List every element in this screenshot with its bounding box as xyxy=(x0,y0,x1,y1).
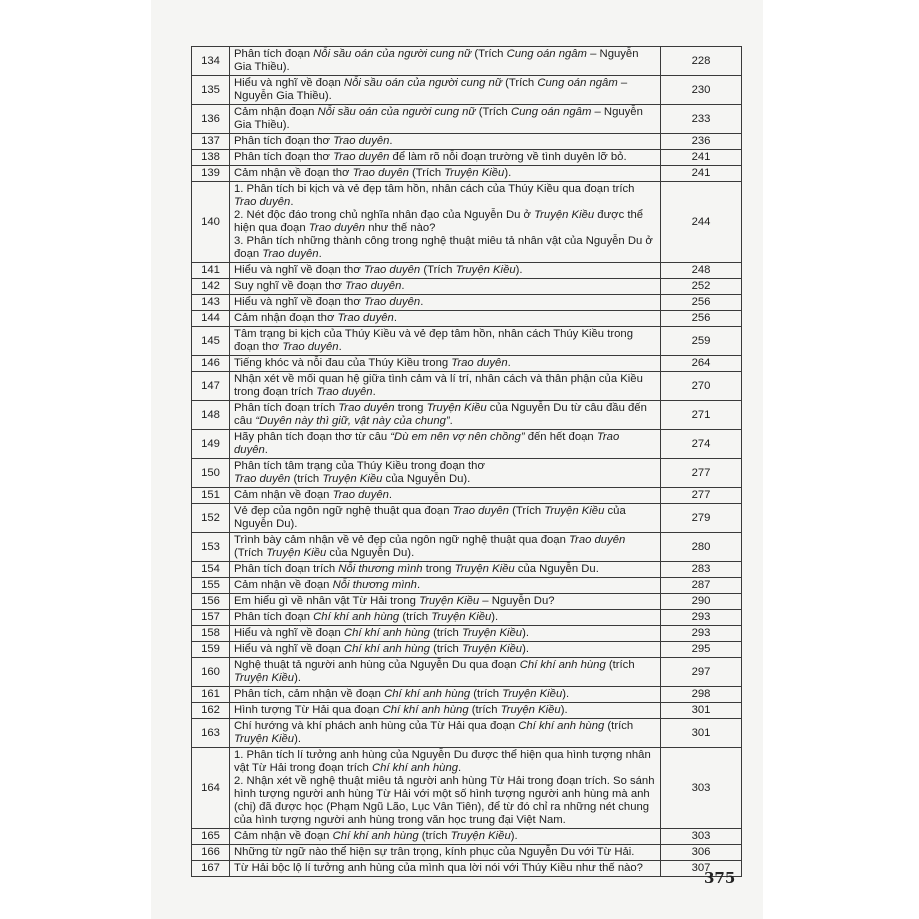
title-text: Phân tích đoạn trích xyxy=(234,563,339,575)
toc-entry-number: 146 xyxy=(192,356,230,372)
title-italic-text: Trao duyên xyxy=(333,135,390,147)
toc-row xyxy=(192,861,742,877)
toc-entry-title xyxy=(230,401,661,430)
title-text: Vẻ đẹp của ngôn ngữ nghệ thuật qua đoạn xyxy=(234,505,453,517)
title-text: Cảm nhận về đoạn xyxy=(234,830,333,842)
toc-entry-number: 165 xyxy=(192,829,230,845)
toc-entry-page: 248 xyxy=(661,263,742,279)
toc-row xyxy=(192,658,742,687)
toc-entry-page: 280 xyxy=(661,533,742,562)
title-text: (trích xyxy=(418,830,451,842)
title-italic-text: Truyện Kiều xyxy=(234,733,295,745)
title-text: Suy nghĩ về đoạn thơ xyxy=(234,280,346,292)
toc-entry-page: 259 xyxy=(661,327,742,356)
toc-entry-number: 163 xyxy=(192,719,230,748)
toc-entry-number: 166 xyxy=(192,845,230,861)
title-italic-text: Chí khí anh hùng xyxy=(343,643,430,655)
toc-row xyxy=(192,279,742,295)
title-text: (trích xyxy=(470,688,503,700)
title-text: . xyxy=(264,444,268,456)
toc-row xyxy=(192,687,742,703)
title-text: Từ Hải bộc lộ lí tưởng anh hùng của mình qua lời nói với Thúy Kiều như thế nào? xyxy=(234,862,643,874)
toc-entry-title xyxy=(230,372,661,401)
toc-entry-page: 277 xyxy=(661,488,742,504)
title-text: – Nguyễn Gia Thiều). xyxy=(234,77,628,102)
title-text: (trích xyxy=(399,611,432,623)
toc-entry-title xyxy=(230,642,661,658)
toc-entry-title xyxy=(230,150,661,166)
toc-entry-title xyxy=(230,504,661,533)
title-text: . xyxy=(458,762,462,774)
title-text: ). xyxy=(562,688,570,700)
toc-row xyxy=(192,610,742,626)
title-italic-text: Cung oán ngâm xyxy=(537,77,618,89)
title-text: Tiếng khóc và nỗi đau của Thúy Kiều trong xyxy=(234,357,452,369)
title-italic-text: Chí khí anh hùng xyxy=(384,688,471,700)
toc-row xyxy=(192,488,742,504)
title-italic-text: Nỗi sầu oán của người cung nữ xyxy=(317,106,476,118)
title-text: ). xyxy=(560,704,568,716)
title-text: Hiểu và nghĩ về đoạn xyxy=(234,643,344,655)
toc-row xyxy=(192,150,742,166)
title-text: Cảm nhận đoạn xyxy=(234,106,318,118)
toc-entry-number: 147 xyxy=(192,372,230,401)
toc-entry-number: 144 xyxy=(192,311,230,327)
title-text: (trích xyxy=(605,659,635,671)
title-text: – Nguyễn Gia Thiều). xyxy=(234,48,639,73)
toc-entry-number: 149 xyxy=(192,430,230,459)
title-text: trong xyxy=(394,402,427,414)
toc-entry-number: 150 xyxy=(192,459,230,488)
title-text: . xyxy=(318,248,322,260)
title-italic-text: Truyện Kiều xyxy=(419,595,480,607)
toc-entry-number: 162 xyxy=(192,703,230,719)
title-italic-text: Chí khí anh hùng xyxy=(518,720,605,732)
title-text: ). xyxy=(522,627,529,639)
toc-entry-number: 159 xyxy=(192,642,230,658)
title-text: Cảm nhận về đoạn xyxy=(234,579,333,591)
title-text: (Trích xyxy=(475,106,511,118)
title-text: của Nguyễn Du). xyxy=(234,505,626,530)
title-text: . xyxy=(507,357,511,369)
title-italic-text: Trao duyên xyxy=(363,296,421,308)
title-text: Cảm nhận đoạn thơ xyxy=(234,312,338,324)
toc-entry-page: 264 xyxy=(661,356,742,372)
title-text: 1. Phân tích lí tưởng anh hùng của Nguyễn Du được thể hiện qua hình tượng nhân vật Từ Hải trong đoạn trích xyxy=(234,749,651,774)
toc-entry-number: 148 xyxy=(192,401,230,430)
toc-entry-title xyxy=(230,166,661,182)
title-italic-text: Nỗi sầu oán của người cung nữ xyxy=(313,48,472,60)
title-text: trong xyxy=(422,563,455,575)
title-italic-text: Trao duyên xyxy=(338,402,395,414)
title-italic-text: Truyện Kiều xyxy=(266,547,327,559)
title-text: của Nguyễn Du). xyxy=(382,473,471,485)
toc-body xyxy=(192,47,742,877)
toc-entry-title xyxy=(230,459,661,488)
title-text: (trích xyxy=(429,627,462,639)
toc-entry-title xyxy=(230,182,661,263)
title-italic-text: Truyện Kiều xyxy=(426,402,487,414)
title-italic-text: Truyện Kiều xyxy=(500,704,561,716)
title-italic-text: Truyện Kiều xyxy=(234,672,295,684)
title-text: ). xyxy=(504,167,512,179)
title-italic-text: “Duyên này thì giữ, vật này của chung” xyxy=(255,415,450,427)
title-text: Hiểu và nghĩ về đoạn xyxy=(234,627,344,639)
toc-entry-title xyxy=(230,703,661,719)
toc-entry-title xyxy=(230,578,661,594)
title-italic-text: Trao duyên xyxy=(452,505,509,517)
title-italic-text: Trao duyên xyxy=(363,264,421,276)
toc-row xyxy=(192,459,742,488)
title-text: của Nguyễn Du. xyxy=(514,563,599,575)
toc-entry-title xyxy=(230,594,661,610)
toc-entry-title xyxy=(230,76,661,105)
title-italic-text: Truyện Kiều xyxy=(502,688,563,700)
toc-entry-number: 137 xyxy=(192,134,230,150)
title-text: . xyxy=(401,280,405,292)
title-text: (Trích xyxy=(471,48,507,60)
toc-entry-page: 233 xyxy=(661,105,742,134)
title-text: . xyxy=(393,312,397,324)
toc-entry-title xyxy=(230,829,661,845)
title-text: . xyxy=(372,386,376,398)
toc-entry-number: 164 xyxy=(192,748,230,829)
toc-entry-page: 301 xyxy=(661,703,742,719)
title-italic-text: Nỗi sầu oán của người cung nữ xyxy=(343,77,502,89)
title-text: Trình bày cảm nhận về vẻ đẹp của ngôn ngữ nghệ thuật qua đoạn xyxy=(234,534,569,546)
title-text: đến hết đoạn xyxy=(524,431,597,443)
toc-entry-title xyxy=(230,533,661,562)
title-text: Phân tích đoạn thơ xyxy=(234,135,334,147)
title-text: . xyxy=(420,296,424,308)
title-italic-text: Truyện Kiều xyxy=(461,627,523,639)
toc-entry-title xyxy=(230,295,661,311)
toc-entry-title xyxy=(230,327,661,356)
title-text: Hãy phân tích đoạn thơ từ câu xyxy=(234,431,391,443)
book-page xyxy=(151,0,763,919)
title-text: như thế nào? xyxy=(365,222,436,234)
toc-entry-number: 155 xyxy=(192,578,230,594)
toc-entry-page: 271 xyxy=(661,401,742,430)
title-italic-text: Nỗi thương mình xyxy=(338,563,423,575)
title-text: Phân tích tâm trạng của Thúy Kiều trong đoạn thơ xyxy=(234,460,485,472)
toc-entry-page: 306 xyxy=(661,845,742,861)
title-text: Phân tích đoạn xyxy=(234,611,314,623)
toc-entry-title xyxy=(230,861,661,877)
title-text: ). xyxy=(294,672,301,684)
toc-entry-title xyxy=(230,105,661,134)
toc-entry-page: 256 xyxy=(661,295,742,311)
title-text: Hiểu và nghĩ về đoạn xyxy=(234,77,344,89)
title-text: . xyxy=(389,135,393,147)
title-text: Hiểu và nghĩ về đoạn thơ xyxy=(234,264,364,276)
title-text: . xyxy=(388,489,393,501)
toc-entry-title xyxy=(230,658,661,687)
toc-entry-title xyxy=(230,719,661,748)
table-of-contents xyxy=(191,46,742,877)
toc-row xyxy=(192,356,742,372)
title-italic-text: Truyện Kiều xyxy=(461,643,523,655)
toc-entry-title xyxy=(230,263,661,279)
toc-row xyxy=(192,626,742,642)
toc-row xyxy=(192,845,742,861)
toc-entry-number: 156 xyxy=(192,594,230,610)
toc-entry-number: 141 xyxy=(192,263,230,279)
toc-row xyxy=(192,578,742,594)
toc-entry-page: 307 xyxy=(661,861,742,877)
toc-entry-page: 270 xyxy=(661,372,742,401)
title-italic-text: Chí khí anh hùng xyxy=(382,704,469,716)
toc-entry-page: 277 xyxy=(661,459,742,488)
title-text: để làm rõ nỗi đoạn trường về tình duyên lỡ bỏ. xyxy=(389,151,627,163)
toc-entry-page: 274 xyxy=(661,430,742,459)
toc-entry-number: 160 xyxy=(192,658,230,687)
title-italic-text: Trao duyên xyxy=(333,151,390,163)
toc-entry-page: 295 xyxy=(661,642,742,658)
toc-entry-number: 151 xyxy=(192,488,230,504)
title-text: Nghệ thuật tả người anh hùng của Nguyễn Du qua đoạn xyxy=(234,659,520,671)
toc-entry-number: 167 xyxy=(192,861,230,877)
toc-row xyxy=(192,327,742,356)
toc-entry-page: 303 xyxy=(661,748,742,829)
title-text: – Nguyễn Gia Thiều). xyxy=(234,106,643,131)
toc-entry-page: 293 xyxy=(661,610,742,626)
title-text: 2. Nét độc đáo trong chủ nghĩa nhân đạo của Nguyễn Du ở xyxy=(234,209,535,221)
toc-entry-title xyxy=(230,279,661,295)
title-italic-text: Cung oán ngâm xyxy=(510,106,592,118)
title-italic-text: Chí khí anh hùng xyxy=(343,627,430,639)
toc-entry-page: 230 xyxy=(661,76,742,105)
toc-entry-page: 303 xyxy=(661,829,742,845)
title-italic-text: Chí khí anh hùng xyxy=(519,659,606,671)
toc-entry-page: 287 xyxy=(661,578,742,594)
toc-entry-page: 290 xyxy=(661,594,742,610)
title-text: của Nguyễn Du từ câu đầu đến câu xyxy=(234,402,647,427)
toc-entry-number: 154 xyxy=(192,562,230,578)
title-italic-text: Truyện Kiều xyxy=(454,563,515,575)
toc-row xyxy=(192,594,742,610)
toc-entry-page: 228 xyxy=(661,47,742,76)
toc-entry-title xyxy=(230,562,661,578)
title-italic-text: Truyện Kiều xyxy=(544,505,605,517)
title-italic-text: Truyện Kiều xyxy=(534,209,595,221)
title-text: Những từ ngữ nào thể hiện sự trân trọng, kính phục của Nguyễn Du với Từ Hải. xyxy=(234,846,635,858)
toc-entry-number: 139 xyxy=(192,166,230,182)
toc-entry-number: 138 xyxy=(192,150,230,166)
toc-row xyxy=(192,295,742,311)
title-text: Phân tích đoạn xyxy=(234,48,314,60)
title-text: 3. Phân tích những thành công trong nghệ thuật miêu tả nhân vật của Nguyễn Du ở đoạn xyxy=(234,235,653,260)
toc-entry-page: 279 xyxy=(661,504,742,533)
title-italic-text: Trao duyên xyxy=(234,473,291,485)
title-text: (Trích xyxy=(502,77,538,89)
toc-entry-number: 158 xyxy=(192,626,230,642)
title-text: Cảm nhận về đoạn thơ xyxy=(234,167,353,179)
toc-entry-page: 298 xyxy=(661,687,742,703)
toc-entry-page: 236 xyxy=(661,134,742,150)
toc-entry-number: 161 xyxy=(192,687,230,703)
toc-entry-number: 145 xyxy=(192,327,230,356)
toc-row xyxy=(192,166,742,182)
title-text: 2. Nhận xét về nghệ thuật miêu tả người anh hùng Từ Hải trong đoạn trích. So sánh hình tượng người anh hùng Từ Hải với một số hình tượng người anh hùng mà anh (chị) đã được học (Phạm Ngũ Lão, Lục Vân Tiên), để từ đó chỉ ra những nét chung của hình tượng người anh hùng trong văn học trung đại Việt Nam. xyxy=(234,775,655,826)
toc-row xyxy=(192,47,742,76)
title-text: Phân tích đoạn trích xyxy=(234,402,339,414)
toc-row xyxy=(192,372,742,401)
toc-row xyxy=(192,829,742,845)
toc-row xyxy=(192,311,742,327)
title-italic-text: Trao duyên xyxy=(569,534,626,546)
title-text: (trích xyxy=(468,704,501,716)
title-italic-text: Truyện Kiều xyxy=(444,167,505,179)
toc-row xyxy=(192,533,742,562)
title-italic-text: Trao duyên xyxy=(337,312,394,324)
title-italic-text: Chí khí anh hùng xyxy=(332,830,419,842)
title-italic-text: Truyện Kiều xyxy=(450,830,511,842)
toc-entry-number: 143 xyxy=(192,295,230,311)
toc-row xyxy=(192,263,742,279)
toc-entry-page: 256 xyxy=(661,311,742,327)
toc-row xyxy=(192,642,742,658)
toc-entry-title xyxy=(230,610,661,626)
toc-entry-page: 241 xyxy=(661,150,742,166)
title-text: (trích xyxy=(604,720,634,732)
toc-row xyxy=(192,703,742,719)
toc-row xyxy=(192,748,742,829)
toc-entry-number: 135 xyxy=(192,76,230,105)
title-italic-text: Trao duyên xyxy=(316,386,373,398)
toc-entry-title xyxy=(230,687,661,703)
title-italic-text: Trao duyên xyxy=(352,167,409,179)
title-italic-text: Trao duyên xyxy=(451,357,508,369)
toc-row xyxy=(192,401,742,430)
title-italic-text: Trao duyên xyxy=(262,248,319,260)
toc-entry-page: 297 xyxy=(661,658,742,687)
title-text: Hình tượng Từ Hải qua đoạn xyxy=(234,704,383,716)
title-text: Em hiểu gì về nhân vật Từ Hải trong xyxy=(234,595,420,607)
toc-entry-page: 283 xyxy=(661,562,742,578)
title-text: Phân tích, cảm nhận về đoạn xyxy=(234,688,385,700)
title-italic-text: Chí khí anh hùng xyxy=(371,762,459,774)
title-text: Phân tích đoạn thơ xyxy=(234,151,334,163)
toc-entry-page: 301 xyxy=(661,719,742,748)
title-italic-text: Chí khí anh hùng xyxy=(313,611,400,623)
title-text: (Trích xyxy=(508,505,545,517)
toc-entry-page: 293 xyxy=(661,626,742,642)
title-italic-text: “Dù em nên vợ nên chồng” xyxy=(390,431,525,443)
title-text: (Trích xyxy=(408,167,445,179)
toc-row xyxy=(192,105,742,134)
toc-entry-number: 142 xyxy=(192,279,230,295)
toc-entry-number: 140 xyxy=(192,182,230,263)
title-text: ). xyxy=(515,264,523,276)
title-text: – Nguyễn Du? xyxy=(479,595,555,607)
toc-row xyxy=(192,134,742,150)
toc-entry-title xyxy=(230,488,661,504)
toc-entry-title xyxy=(230,748,661,829)
toc-row xyxy=(192,719,742,748)
title-italic-text: Trao duyên xyxy=(332,489,389,501)
title-text: Hiểu và nghĩ về đoạn thơ xyxy=(234,296,364,308)
toc-entry-number: 134 xyxy=(192,47,230,76)
toc-entry-title xyxy=(230,845,661,861)
toc-entry-number: 136 xyxy=(192,105,230,134)
toc-entry-page: 244 xyxy=(661,182,742,263)
toc-entry-title xyxy=(230,626,661,642)
toc-entry-page: 241 xyxy=(661,166,742,182)
title-text: . xyxy=(338,341,342,353)
title-text: . xyxy=(290,196,294,208)
toc-row xyxy=(192,562,742,578)
toc-entry-title xyxy=(230,356,661,372)
title-italic-text: Cung oán ngâm xyxy=(506,48,587,60)
toc-row xyxy=(192,430,742,459)
toc-entry-title xyxy=(230,134,661,150)
title-text: . xyxy=(416,579,421,591)
page-number: 375 xyxy=(704,869,736,887)
title-text: ). xyxy=(294,733,301,745)
title-text: . xyxy=(449,415,453,427)
title-italic-text: Trao duyên xyxy=(345,280,402,292)
title-italic-text: Truyện Kiều xyxy=(322,473,383,485)
toc-row xyxy=(192,76,742,105)
title-text: (Trích xyxy=(234,547,267,559)
toc-row xyxy=(192,504,742,533)
toc-entry-number: 157 xyxy=(192,610,230,626)
title-text: ). xyxy=(491,611,499,623)
title-text: của Nguyễn Du). xyxy=(326,547,415,559)
title-text: (trích xyxy=(429,643,462,655)
title-italic-text: Trao duyên xyxy=(234,196,291,208)
title-italic-text: Nỗi thương mình xyxy=(332,579,417,591)
title-text: Nhận xét về mối quan hệ giữa tình cảm và lí trí, nhân cách và thân phận của Kiều trong đoạn trích xyxy=(234,373,643,398)
toc-entry-title xyxy=(230,47,661,76)
title-text: (trích xyxy=(290,473,323,485)
title-italic-text: Truyện Kiều xyxy=(431,611,492,623)
title-text: ). xyxy=(522,643,529,655)
title-italic-text: Trao duyên xyxy=(308,222,366,234)
title-text: Cảm nhận về đoạn xyxy=(234,489,333,501)
toc-entry-number: 152 xyxy=(192,504,230,533)
title-text: được thể hiện qua đoạn xyxy=(234,209,644,234)
title-text: (Trích xyxy=(420,264,456,276)
toc-entry-title xyxy=(230,311,661,327)
toc-entry-title xyxy=(230,430,661,459)
title-text: ). xyxy=(510,830,518,842)
toc-row xyxy=(192,182,742,263)
toc-entry-number: 153 xyxy=(192,533,230,562)
toc-entry-page: 252 xyxy=(661,279,742,295)
title-text: Chí hướng và khí phách anh hùng của Từ Hải qua đoạn xyxy=(234,720,519,732)
title-text: 1. Phân tích bi kịch và vẻ đẹp tâm hồn, nhân cách của Thúy Kiều qua đoạn trích xyxy=(234,183,635,195)
title-italic-text: Truyện Kiều xyxy=(455,264,516,276)
title-italic-text: Trao duyên xyxy=(234,431,620,456)
title-text: Tâm trạng bi kịch của Thúy Kiều và vẻ đẹp tâm hồn, nhân cách Thúy Kiều trong đoạn thơ xyxy=(234,328,633,353)
title-italic-text: Trao duyên xyxy=(282,341,339,353)
